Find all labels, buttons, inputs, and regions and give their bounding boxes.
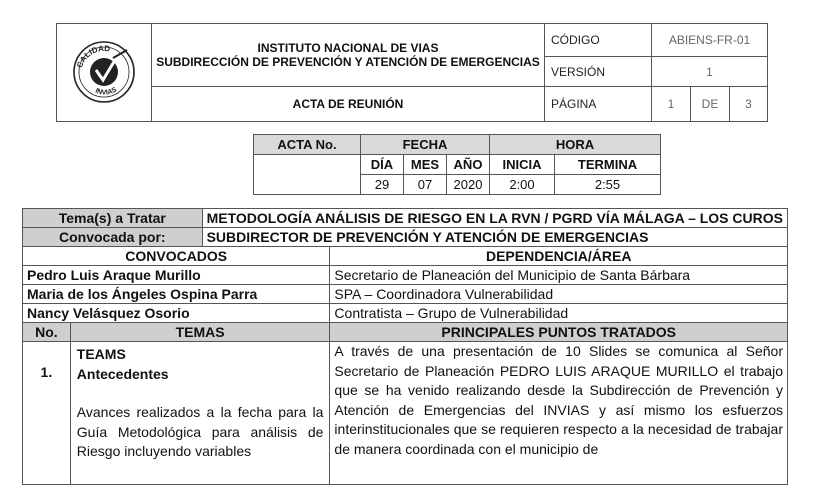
logo-bottom-text: INVIAS — [93, 86, 119, 97]
meeting-date-table — [253, 134, 661, 195]
pagina-label: PÁGINA — [545, 87, 652, 122]
codigo-value: ABIENS-FR-01 — [652, 24, 768, 57]
no-header: No. — [23, 323, 71, 342]
logo-cell — [57, 24, 152, 122]
attendee-area: SPA – Coordinadora Vulnerabilidad — [330, 285, 788, 304]
item-description: Avances realizados a la fecha para la Guía Metodológica para análisis de Riesgo incluyendo variables — [76, 404, 324, 459]
termina-label: TERMINA — [555, 155, 661, 175]
mes-label: MES — [404, 155, 447, 175]
anio-value: 2020 — [447, 175, 490, 195]
pagina-de: DE — [691, 87, 730, 122]
acta-no-value — [254, 155, 361, 195]
institution-name: INSTITUTO NACIONAL DE VIAS — [257, 41, 439, 55]
dependencia-header: DEPENDENCIA/ÁREA — [330, 247, 788, 266]
attendee-name: Nancy Velásquez Osorio — [23, 304, 330, 323]
convocados-header: CONVOCADOS — [23, 247, 330, 266]
attendee-area: Secretario de Planeación del Municipio de Santa Bárbara — [330, 266, 788, 285]
codigo-label: CÓDIGO — [545, 24, 652, 57]
version-value: 1 — [652, 57, 768, 87]
subdirection-name: SUBDIRECCIÓN DE PREVENCIÓN Y ATENCIÓN DE EMERGENCIAS — [156, 55, 540, 69]
inicia-label: INICIA — [490, 155, 555, 175]
attendee-area: Contratista – Grupo de Vulnerabilidad — [330, 304, 788, 323]
minutes-table — [22, 208, 788, 485]
pagina-total: 3 — [730, 87, 768, 122]
item-topic-cell — [70, 342, 330, 485]
puntos-header: PRINCIPALES PUNTOS TRATADOS — [330, 323, 788, 342]
document-title: ACTA DE REUNIÓN — [152, 87, 545, 122]
logo-top-text: CALIDAD — [75, 43, 111, 69]
attendee-row — [23, 285, 788, 304]
institution-cell — [152, 24, 545, 87]
item-line2: Antecedentes — [76, 365, 169, 382]
calidad-invias-seal-icon — [69, 36, 139, 106]
attendee-name: Pedro Luis Araque Murillo — [23, 266, 330, 285]
pagina-value: 1 — [652, 87, 691, 122]
hora-label: HORA — [490, 135, 661, 155]
acta-no-label: ACTA No. — [254, 135, 361, 155]
convocada-label: Convocada por: — [23, 228, 203, 247]
temas-tratar-label: Tema(s) a Tratar — [23, 209, 203, 228]
attendee-row — [23, 266, 788, 285]
dia-value: 29 — [361, 175, 404, 195]
dia-label: DÍA — [361, 155, 404, 175]
attendee-name: Maria de los Ángeles Ospina Parra — [23, 285, 330, 304]
temas-tratar-value: METODOLOGÍA ANÁLISIS DE RIESGO EN LA RVN / PGRD VÍA MÁLAGA – LOS CUROS — [202, 209, 787, 228]
document-header — [56, 23, 768, 122]
convocada-value: SUBDIRECTOR DE PREVENCIÓN Y ATENCIÓN DE EMERGENCIAS — [202, 228, 787, 247]
item-line1: TEAMS — [76, 346, 126, 362]
anio-label: AÑO — [447, 155, 490, 175]
item-number: 1. — [23, 342, 71, 485]
item-points: A través de una presentación de 10 Slides se comunica al Señor Secretario de Planeación PEDRO LUIS ARAQUE MURILLO el trabajo que se ha venido realizando desde la Subdirección de Prevención y Atención de Emergencias del INVIAS y así mismo los esfuerzos interinstitucionales que se requieren respecto a la necesidad de trabajar de manera coordinada con el municipio de — [330, 342, 788, 485]
inicia-value: 2:00 — [490, 175, 555, 195]
topic-row — [23, 342, 788, 485]
termina-value: 2:55 — [555, 175, 661, 195]
temas-header: TEMAS — [70, 323, 330, 342]
attendee-row — [23, 304, 788, 323]
mes-value: 07 — [404, 175, 447, 195]
svg-text:INVIAS — [94, 86, 118, 96]
fecha-label: FECHA — [361, 135, 490, 155]
version-label: VERSIÓN — [545, 57, 652, 87]
